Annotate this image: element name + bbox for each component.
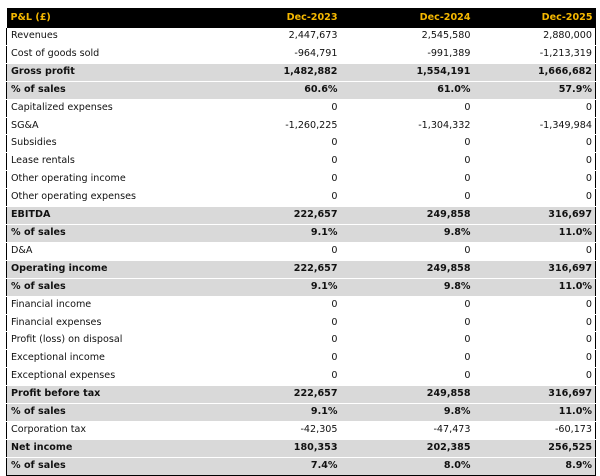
row-value-col-1: 0 <box>213 368 341 386</box>
row-label: Gross profit <box>7 63 213 81</box>
row-value-col-3: 0 <box>474 153 596 171</box>
row-label: EBITDA <box>7 207 213 225</box>
row-label: Corporation tax <box>7 421 213 439</box>
row-value-col-2: 249,858 <box>341 260 474 278</box>
row-value-col-3: 11.0% <box>474 224 596 242</box>
row-value-col-1: -1,260,225 <box>213 117 341 135</box>
row-value-col-1: 0 <box>213 242 341 260</box>
row-value-col-1: 222,657 <box>213 260 341 278</box>
table-row <box>7 153 596 171</box>
row-label: Capitalized expenses <box>7 99 213 117</box>
row-value-col-3: 57.9% <box>474 81 596 99</box>
table-row <box>7 207 596 225</box>
row-value-col-2: -47,473 <box>341 421 474 439</box>
row-value-col-3: 8.9% <box>474 457 596 475</box>
row-label: Exceptional income <box>7 350 213 368</box>
table-row <box>7 404 596 422</box>
row-label: Operating income <box>7 260 213 278</box>
row-value-col-1: 0 <box>213 153 341 171</box>
row-value-col-2: 0 <box>341 332 474 350</box>
row-value-col-3: 0 <box>474 189 596 207</box>
row-label: Financial expenses <box>7 314 213 332</box>
table-row <box>7 189 596 207</box>
table-title: P&L (£) <box>7 8 213 28</box>
row-value-col-2: -991,389 <box>341 45 474 63</box>
table-row <box>7 439 596 457</box>
row-value-col-1: 0 <box>213 171 341 189</box>
row-value-col-1: 9.1% <box>213 404 341 422</box>
row-value-col-3: 2,880,000 <box>474 28 596 45</box>
row-label: Lease rentals <box>7 153 213 171</box>
row-value-col-1: -964,791 <box>213 45 341 63</box>
table-row <box>7 224 596 242</box>
table-row <box>7 81 596 99</box>
row-value-col-2: 202,385 <box>341 439 474 457</box>
row-value-col-2: 249,858 <box>341 386 474 404</box>
row-value-col-1: -42,305 <box>213 421 341 439</box>
row-label: Other operating expenses <box>7 189 213 207</box>
row-label: Exceptional expenses <box>7 368 213 386</box>
row-value-col-3: -60,173 <box>474 421 596 439</box>
pl-table-header <box>7 8 596 28</box>
pl-table-body <box>7 28 596 475</box>
row-value-col-3: 316,697 <box>474 207 596 225</box>
row-label: Revenues <box>7 28 213 45</box>
row-value-col-2: 0 <box>341 171 474 189</box>
table-row <box>7 99 596 117</box>
row-label: % of sales <box>7 81 213 99</box>
row-value-col-2: 9.8% <box>341 278 474 296</box>
row-value-col-3: 0 <box>474 368 596 386</box>
table-row <box>7 386 596 404</box>
table-row <box>7 242 596 260</box>
table-row <box>7 171 596 189</box>
row-label: % of sales <box>7 278 213 296</box>
row-value-col-2: 0 <box>341 350 474 368</box>
table-row <box>7 278 596 296</box>
row-value-col-3: 0 <box>474 314 596 332</box>
row-value-col-3: 0 <box>474 296 596 314</box>
row-value-col-3: 11.0% <box>474 278 596 296</box>
row-value-col-3: 11.0% <box>474 404 596 422</box>
table-row <box>7 368 596 386</box>
table-row <box>7 314 596 332</box>
row-value-col-1: 180,353 <box>213 439 341 457</box>
row-value-col-2: 0 <box>341 296 474 314</box>
row-value-col-1: 222,657 <box>213 386 341 404</box>
row-label: SG&A <box>7 117 213 135</box>
row-value-col-3: 0 <box>474 99 596 117</box>
row-value-col-1: 0 <box>213 189 341 207</box>
row-label: Other operating income <box>7 171 213 189</box>
row-value-col-1: 60.6% <box>213 81 341 99</box>
row-value-col-1: 2,447,673 <box>213 28 341 45</box>
row-label: Profit (loss) on disposal <box>7 332 213 350</box>
row-value-col-2: 1,554,191 <box>341 63 474 81</box>
table-row <box>7 135 596 153</box>
row-label: % of sales <box>7 404 213 422</box>
row-label: Profit before tax <box>7 386 213 404</box>
pl-table-container <box>6 8 595 476</box>
header-row <box>7 8 596 28</box>
row-value-col-2: 8.0% <box>341 457 474 475</box>
row-value-col-2: 0 <box>341 99 474 117</box>
row-value-col-2: 0 <box>341 314 474 332</box>
row-value-col-1: 7.4% <box>213 457 341 475</box>
row-label: Cost of goods sold <box>7 45 213 63</box>
row-value-col-1: 0 <box>213 314 341 332</box>
row-value-col-1: 0 <box>213 99 341 117</box>
row-label: Subsidies <box>7 135 213 153</box>
row-value-col-2: 249,858 <box>341 207 474 225</box>
row-value-col-2: 9.8% <box>341 224 474 242</box>
row-value-col-2: 0 <box>341 135 474 153</box>
table-row <box>7 350 596 368</box>
row-value-col-3: 316,697 <box>474 260 596 278</box>
row-value-col-3: 1,666,682 <box>474 63 596 81</box>
row-value-col-3: 0 <box>474 135 596 153</box>
column-header-dec-2024: Dec-2024 <box>341 8 474 28</box>
row-value-col-2: 0 <box>341 242 474 260</box>
row-value-col-3: 0 <box>474 350 596 368</box>
table-row <box>7 117 596 135</box>
table-row <box>7 260 596 278</box>
row-value-col-1: 222,657 <box>213 207 341 225</box>
row-value-col-3: 256,525 <box>474 439 596 457</box>
row-value-col-2: 0 <box>341 189 474 207</box>
row-value-col-3: -1,349,984 <box>474 117 596 135</box>
row-value-col-1: 9.1% <box>213 278 341 296</box>
row-value-col-2: 9.8% <box>341 404 474 422</box>
row-label: Financial income <box>7 296 213 314</box>
row-value-col-1: 0 <box>213 350 341 368</box>
table-row <box>7 63 596 81</box>
row-value-col-1: 9.1% <box>213 224 341 242</box>
row-value-col-1: 0 <box>213 135 341 153</box>
table-row <box>7 421 596 439</box>
column-header-dec-2023: Dec-2023 <box>213 8 341 28</box>
row-value-col-3: 316,697 <box>474 386 596 404</box>
row-value-col-1: 0 <box>213 332 341 350</box>
table-row <box>7 332 596 350</box>
pl-table <box>6 8 596 476</box>
row-label: Net income <box>7 439 213 457</box>
row-label: D&A <box>7 242 213 260</box>
table-row <box>7 28 596 45</box>
row-value-col-2: 61.0% <box>341 81 474 99</box>
row-value-col-3: -1,213,319 <box>474 45 596 63</box>
row-value-col-1: 0 <box>213 296 341 314</box>
row-label: % of sales <box>7 457 213 475</box>
row-value-col-2: -1,304,332 <box>341 117 474 135</box>
row-value-col-2: 2,545,580 <box>341 28 474 45</box>
row-value-col-3: 0 <box>474 332 596 350</box>
row-value-col-2: 0 <box>341 368 474 386</box>
row-value-col-3: 0 <box>474 242 596 260</box>
column-header-dec-2025: Dec-2025 <box>474 8 596 28</box>
table-row <box>7 45 596 63</box>
row-value-col-1: 1,482,882 <box>213 63 341 81</box>
row-label: % of sales <box>7 224 213 242</box>
table-row <box>7 296 596 314</box>
row-value-col-2: 0 <box>341 153 474 171</box>
row-value-col-3: 0 <box>474 171 596 189</box>
